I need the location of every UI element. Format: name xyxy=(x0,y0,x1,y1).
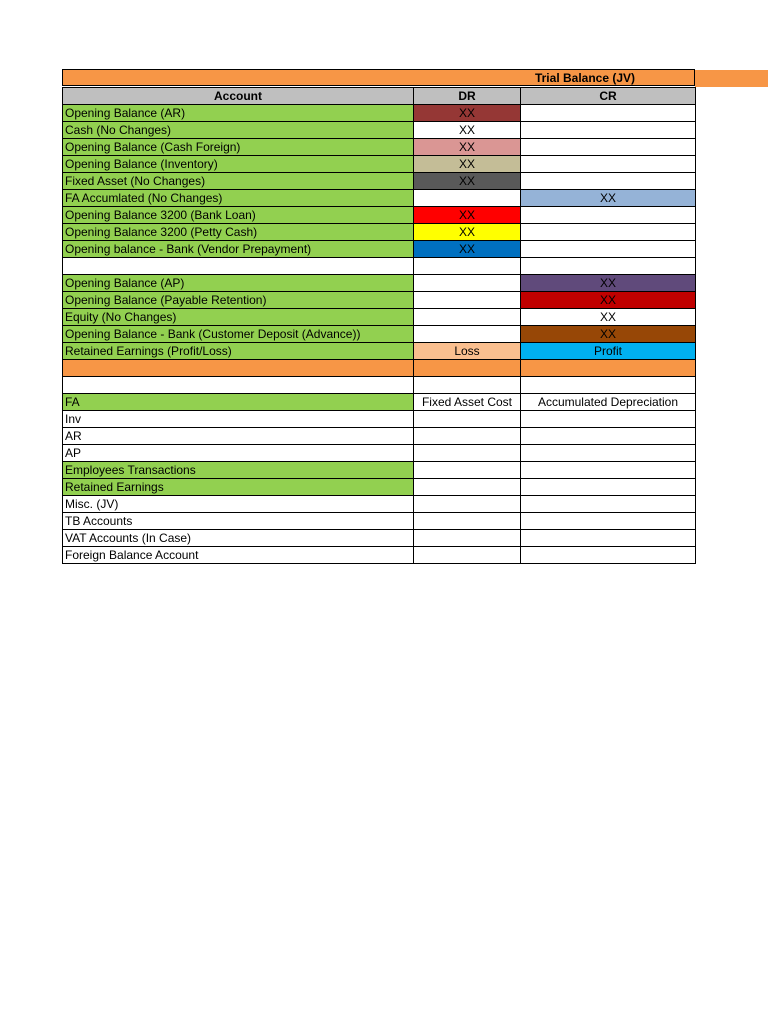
dr-cell[interactable] xyxy=(414,360,521,377)
cr-cell[interactable] xyxy=(521,156,696,173)
cr-cell[interactable] xyxy=(521,224,696,241)
dr-cell[interactable] xyxy=(414,190,521,207)
dr-cell[interactable] xyxy=(414,428,521,445)
cr-cell[interactable] xyxy=(521,513,696,530)
account-cell[interactable]: Employees Transactions xyxy=(63,462,414,479)
dr-cell[interactable] xyxy=(414,326,521,343)
table-row xyxy=(63,275,696,292)
account-cell[interactable]: Inv xyxy=(63,411,414,428)
account-cell[interactable]: AP xyxy=(63,445,414,462)
title-row xyxy=(62,69,696,87)
table-row xyxy=(63,190,696,207)
cr-cell[interactable] xyxy=(521,462,696,479)
table-row xyxy=(63,530,696,547)
dr-cell[interactable] xyxy=(414,377,521,394)
cr-cell[interactable]: XX xyxy=(521,190,696,207)
table-row xyxy=(63,513,696,530)
dr-cell[interactable]: Fixed Asset Cost xyxy=(414,394,521,411)
table-row xyxy=(63,173,696,190)
cr-cell[interactable] xyxy=(521,173,696,190)
cr-cell[interactable] xyxy=(521,258,696,275)
table-row xyxy=(63,241,696,258)
account-cell[interactable]: Opening Balance 3200 (Bank Loan) xyxy=(63,207,414,224)
account-cell[interactable]: FA Accumlated (No Changes) xyxy=(63,190,414,207)
cr-cell[interactable] xyxy=(521,530,696,547)
table-row xyxy=(63,309,696,326)
dr-cell[interactable]: XX xyxy=(414,122,521,139)
cr-cell[interactable] xyxy=(521,479,696,496)
account-cell[interactable]: FA xyxy=(63,394,414,411)
dr-cell[interactable]: Loss xyxy=(414,343,521,360)
cr-cell[interactable] xyxy=(521,428,696,445)
table-row xyxy=(63,292,696,309)
dr-cell[interactable]: XX xyxy=(414,156,521,173)
dr-cell[interactable] xyxy=(414,479,521,496)
table-row xyxy=(63,258,696,275)
sheet-title: Trial Balance (JV) xyxy=(534,71,636,85)
dr-cell[interactable] xyxy=(414,530,521,547)
cr-cell[interactable]: XX xyxy=(521,275,696,292)
account-cell[interactable]: Foreign Balance Account xyxy=(63,547,414,564)
cr-cell[interactable] xyxy=(521,377,696,394)
dr-cell[interactable] xyxy=(414,462,521,479)
account-cell[interactable]: TB Accounts xyxy=(63,513,414,530)
account-cell[interactable]: VAT Accounts (In Case) xyxy=(63,530,414,547)
table-row xyxy=(63,326,696,343)
header-row xyxy=(63,88,696,105)
cr-cell[interactable] xyxy=(521,122,696,139)
account-cell[interactable]: Retained Earnings (Profit/Loss) xyxy=(63,343,414,360)
table-row xyxy=(63,377,696,394)
account-cell[interactable]: Misc. (JV) xyxy=(63,496,414,513)
dr-cell[interactable] xyxy=(414,513,521,530)
cr-cell[interactable] xyxy=(521,241,696,258)
cr-cell[interactable]: XX xyxy=(521,326,696,343)
cr-cell[interactable]: XX xyxy=(521,292,696,309)
cr-cell[interactable] xyxy=(521,139,696,156)
table-row xyxy=(63,105,696,122)
account-cell[interactable]: Opening Balance (Payable Retention) xyxy=(63,292,414,309)
account-cell[interactable]: Fixed Asset (No Changes) xyxy=(63,173,414,190)
account-cell[interactable]: Opening Balance (Inventory) xyxy=(63,156,414,173)
dr-cell[interactable]: XX xyxy=(414,241,521,258)
header-cr[interactable]: CR xyxy=(521,88,696,105)
table-row xyxy=(63,462,696,479)
dr-cell[interactable] xyxy=(414,547,521,564)
cr-cell[interactable] xyxy=(521,411,696,428)
account-cell[interactable]: Opening Balance (Cash Foreign) xyxy=(63,139,414,156)
cr-cell[interactable] xyxy=(521,445,696,462)
account-cell[interactable] xyxy=(63,258,414,275)
dr-cell[interactable]: XX xyxy=(414,105,521,122)
table-row xyxy=(63,445,696,462)
account-cell[interactable]: Equity (No Changes) xyxy=(63,309,414,326)
dr-cell[interactable] xyxy=(414,411,521,428)
account-cell[interactable] xyxy=(63,377,414,394)
table-row xyxy=(63,122,696,139)
account-cell[interactable]: Retained Earnings xyxy=(63,479,414,496)
account-cell[interactable]: Opening Balance (AP) xyxy=(63,275,414,292)
dr-cell[interactable] xyxy=(414,292,521,309)
dr-cell[interactable]: XX xyxy=(414,207,521,224)
dr-cell[interactable] xyxy=(414,309,521,326)
dr-cell[interactable] xyxy=(414,258,521,275)
table-row xyxy=(63,343,696,360)
account-cell[interactable]: Opening Balance - Bank (Customer Deposit (Advance)) xyxy=(63,326,414,343)
table-row xyxy=(63,224,696,241)
account-cell[interactable]: Cash (No Changes) xyxy=(63,122,414,139)
account-cell[interactable]: Opening Balance (AR) xyxy=(63,105,414,122)
header-dr[interactable]: DR xyxy=(414,88,521,105)
dr-cell[interactable] xyxy=(414,496,521,513)
cr-cell[interactable]: XX xyxy=(521,309,696,326)
dr-cell[interactable] xyxy=(414,445,521,462)
table-row xyxy=(63,360,696,377)
table-row xyxy=(63,156,696,173)
trial-balance-sheet xyxy=(62,69,696,564)
account-cell[interactable]: Opening Balance 3200 (Petty Cash) xyxy=(63,224,414,241)
account-cell[interactable]: Opening balance - Bank (Vendor Prepayment) xyxy=(63,241,414,258)
dr-cell[interactable] xyxy=(414,275,521,292)
table-row xyxy=(63,547,696,564)
table-row xyxy=(63,496,696,513)
trial-balance-table xyxy=(62,87,696,564)
table-row xyxy=(63,394,696,411)
table-row xyxy=(63,207,696,224)
table-row xyxy=(63,479,696,496)
cr-cell[interactable] xyxy=(521,105,696,122)
cr-cell[interactable] xyxy=(521,547,696,564)
cr-cell[interactable] xyxy=(521,207,696,224)
table-row xyxy=(63,428,696,445)
dr-cell[interactable]: XX xyxy=(414,173,521,190)
dr-cell[interactable]: XX xyxy=(414,139,521,156)
cr-cell[interactable] xyxy=(521,496,696,513)
table-row xyxy=(63,411,696,428)
dr-cell[interactable]: XX xyxy=(414,224,521,241)
header-account[interactable]: Account xyxy=(63,88,414,105)
account-cell[interactable]: AR xyxy=(63,428,414,445)
title-bar-extension xyxy=(695,70,768,87)
cr-cell[interactable]: Accumulated Depreciation xyxy=(521,394,696,411)
cr-cell[interactable] xyxy=(521,360,696,377)
account-cell[interactable] xyxy=(63,360,414,377)
cr-cell[interactable]: Profit xyxy=(521,343,696,360)
table-row xyxy=(63,139,696,156)
